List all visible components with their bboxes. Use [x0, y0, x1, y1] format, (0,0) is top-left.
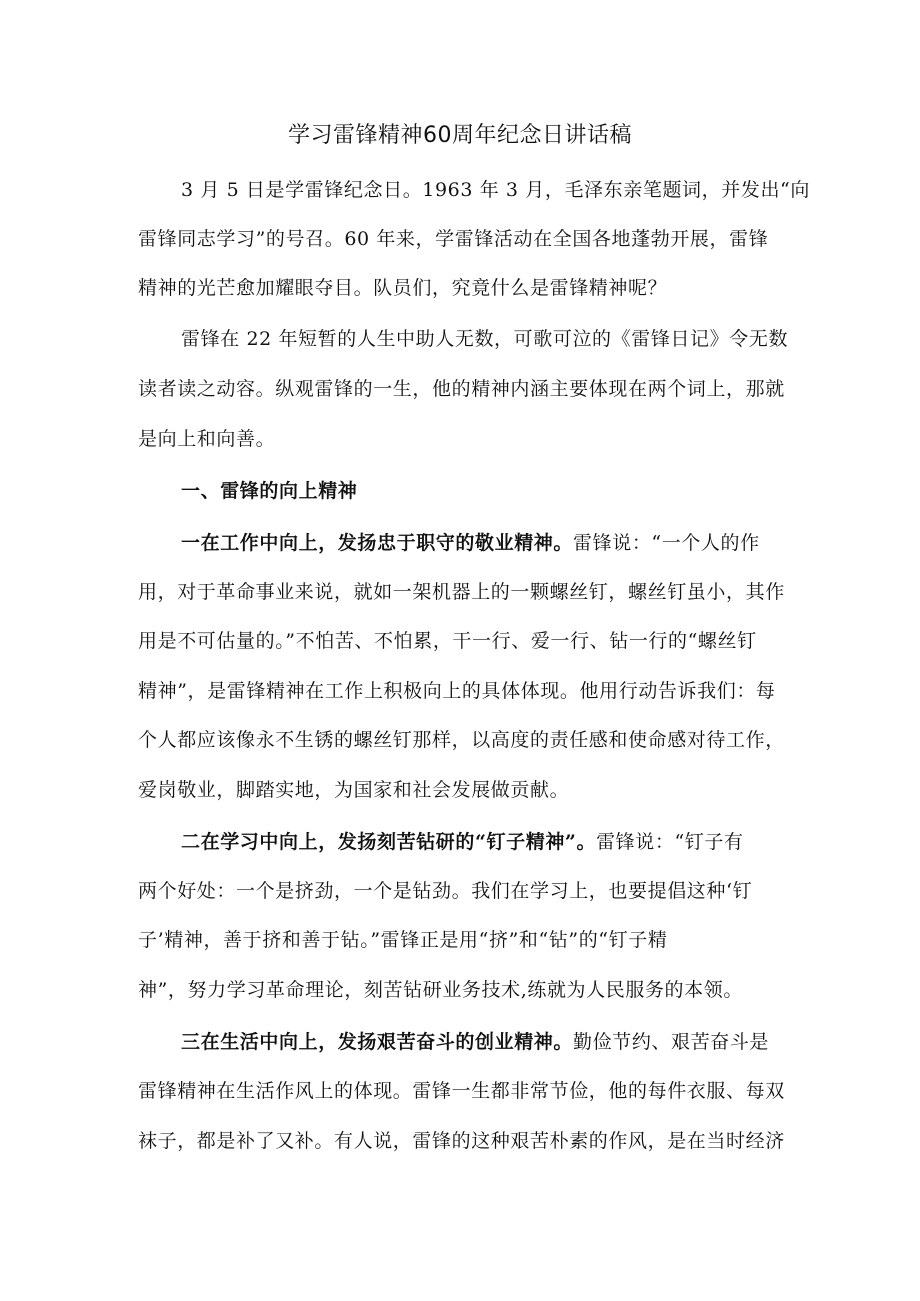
paragraph-line: 袜子，都是补了又补。有人说，雷锋的这种艰苦朴素的作风，是在当时经济 — [138, 1130, 785, 1152]
paragraph-line: 神”，努力学习革命理论，刻苦钻研业务技术,练就为人民服务的本领。 — [138, 979, 743, 1001]
paragraph-line: 爱岗敬业，脚踏实地，为国家和社会发展做贡献。 — [138, 779, 570, 801]
paragraph-line: 读者读之动容。纵观雷锋的一生，他的精神内涵主要体现在两个词上，那就 — [138, 378, 785, 400]
paragraph-line: 用是不可估量的。”不怕苦、不怕累，干一行、爱一行、钻一行的“螺丝钉 — [138, 630, 757, 652]
paragraph-line: 雷锋在 22 年短暂的人生中助人无数，可歌可泣的《雷锋日记》令无数 — [181, 328, 789, 350]
paragraph-line: 三在生活中向上，发扬艰苦奋斗的创业精神。勤俭节约、艰苦奋斗是 — [181, 1031, 770, 1053]
paragraph-line: 精神的光芒愈加耀眼夺目。队员们，究竟什么是雷锋精神呢？ — [138, 277, 668, 299]
paragraph-line: 精神”，是雷锋精神在工作上积极向上的具体体现。他用行动告诉我们：每 — [138, 680, 776, 702]
paragraph-line: 雷锋精神在生活作风上的体现。雷锋一生都非常节俭，他的每件衣服、每双 — [138, 1080, 785, 1102]
paragraph-line: 一在工作中向上，发扬忠于职守的敬业精神。雷锋说：“一个人的作 — [181, 532, 760, 554]
point-heading: 一在工作中向上，发扬忠于职守的敬业精神。 — [181, 532, 574, 554]
paragraph-line: 3 月 5 日是学雷锋纪念日。1963 年 3 月，毛泽东亲笔题词，并发出“向 — [181, 179, 810, 201]
point-heading: 三在生活中向上，发扬艰苦奋斗的创业精神。 — [181, 1031, 574, 1053]
section-heading: 一、雷锋的向上精神 — [181, 480, 358, 502]
paragraph-line: 二在学习中向上，发扬刻苦钻研的“钉子精神”。雷锋说：“钉子有 — [181, 831, 744, 853]
paragraph-line: 是向上和向善。 — [138, 428, 276, 450]
paragraph-line: 用，对于革命事业来说，就如一架机器上的一颗螺丝钉，螺丝钉虽小，其作 — [138, 581, 785, 603]
paragraph-line: 个人都应该像永不生锈的螺丝钉那样，以高度的责任感和使命感对待工作， — [138, 729, 785, 751]
paragraph-line: 雷锋同志学习”的号召。60 年来，学雷锋活动在全国各地蓬勃开展，雷锋 — [138, 228, 769, 250]
point-heading: 二在学习中向上，发扬刻苦钻研的“钉子精神”。 — [181, 831, 597, 853]
document-title: 学习雷锋精神60周年纪念日讲话稿 — [288, 123, 632, 148]
paragraph-line: 两个好处：一个是挤劲，一个是钻劲。我们在学习上，也要提倡这种‘钉 — [138, 880, 753, 902]
paragraph-line: 子’精神，善于挤和善于钻。”雷锋正是用“挤”和“钻”的“钉子精 — [138, 929, 668, 951]
